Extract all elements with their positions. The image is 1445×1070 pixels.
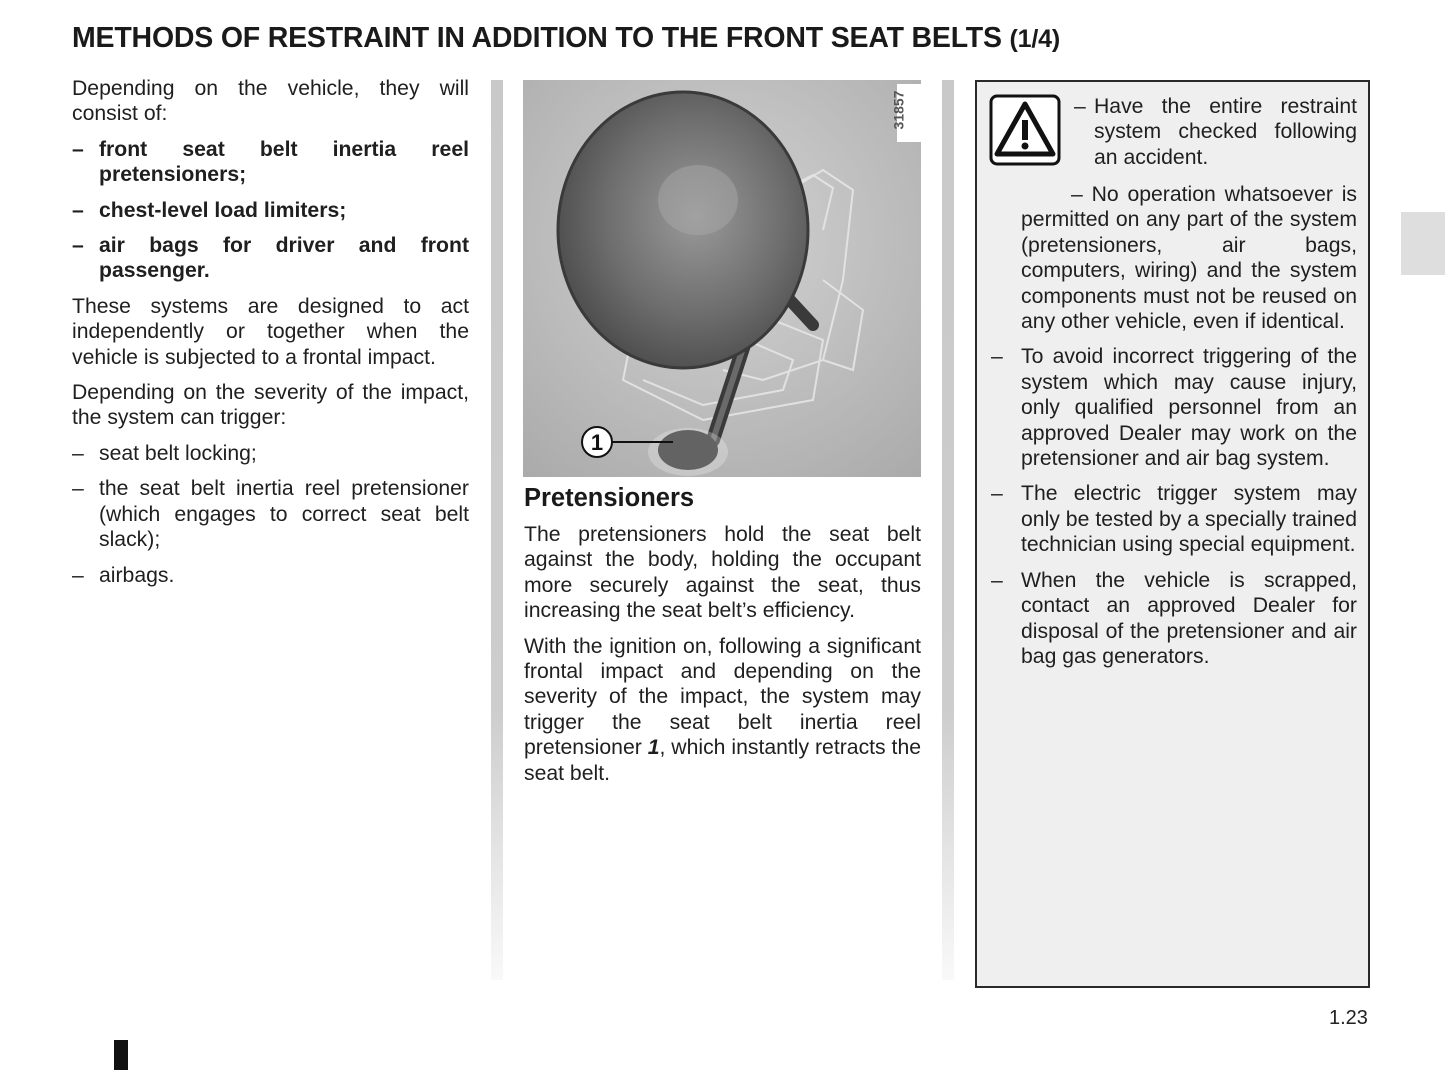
- list-item: – seat belt locking;: [72, 441, 257, 465]
- callout-label: 1: [590, 430, 604, 455]
- warning-item: – The electric trigger system may only be tested by a specially trained technician using special equipment.: [991, 482, 1357, 557]
- warning-item: – To avoid incorrect triggering of the system which may cause injury, only qualified personnel from an approved Dealer may work on the pretensioner and air bag system.: [991, 345, 1357, 471]
- warning-item: – No operation whatsoever is permitted on any part of the system (pretensioners, air bags, computers, wiring) and the system components must not be reused on any other vehicle, even if identical.: [1021, 183, 1357, 334]
- warning-item: – When the vehicle is scrapped, contact an approved Dealer for disposal of the pretensioner and air bag gas generators.: [991, 568, 1357, 668]
- warning-box: [975, 80, 1370, 988]
- warning-icon: [989, 94, 1061, 166]
- left-column: [72, 76, 469, 588]
- list-item: – the seat belt inertia reel pretensioner (which engages to correct seat belt slack);: [72, 477, 469, 552]
- warning-item: – Have the entire restraint system checked following an accident.: [1074, 95, 1357, 169]
- section-tab: [1401, 212, 1445, 275]
- figure-reference: 31857: [897, 84, 921, 142]
- column-separator: [942, 80, 954, 980]
- systems-paragraph: These systems are designed to act independently or together when the vehicle is subjected to a frontal impact.: [72, 294, 469, 369]
- title-main: METHODS OF RESTRAINT IN ADDITION TO THE FRONT SEAT BELTS: [72, 22, 1002, 54]
- list-item: – air bags for driver and front passenger.: [72, 234, 469, 283]
- ignition-paragraph: With the ignition on, following a significant frontal impact and depending on the severity of the impact, the system may trigger the seat belt inertia reel pretensioner 1, which instantly retracts the seat belt.: [524, 634, 922, 785]
- seat-airbag-illustration: [523, 80, 921, 477]
- severity-paragraph: Depending on the severity of the impact, the system can trigger:: [72, 381, 469, 430]
- crop-mark: [114, 1040, 128, 1070]
- column-separator: [491, 80, 503, 980]
- title-part: (1/4): [1009, 25, 1060, 53]
- intro-text: Depending on the vehicle, they will consist of:: [72, 77, 469, 126]
- seat-airbag-drawing: [523, 80, 921, 477]
- list-item: – front seat belt inertia reel pretensioners;: [72, 137, 469, 187]
- pretensioner-paragraph: The pretensioners hold the seat belt against the body, holding the occupant more securely against the seat, thus increasing the seat belt’s efficiency.: [524, 523, 921, 623]
- section-heading: Pretensioners: [524, 484, 695, 512]
- list-item: – chest-level load limiters;: [72, 198, 347, 222]
- page-title: [72, 22, 1372, 55]
- page-number: 1.23: [1329, 1007, 1368, 1029]
- middle-column: [524, 482, 921, 786]
- warning-list: [991, 182, 1357, 679]
- warning-first: [1074, 94, 1357, 180]
- list-item: – airbags.: [72, 563, 175, 587]
